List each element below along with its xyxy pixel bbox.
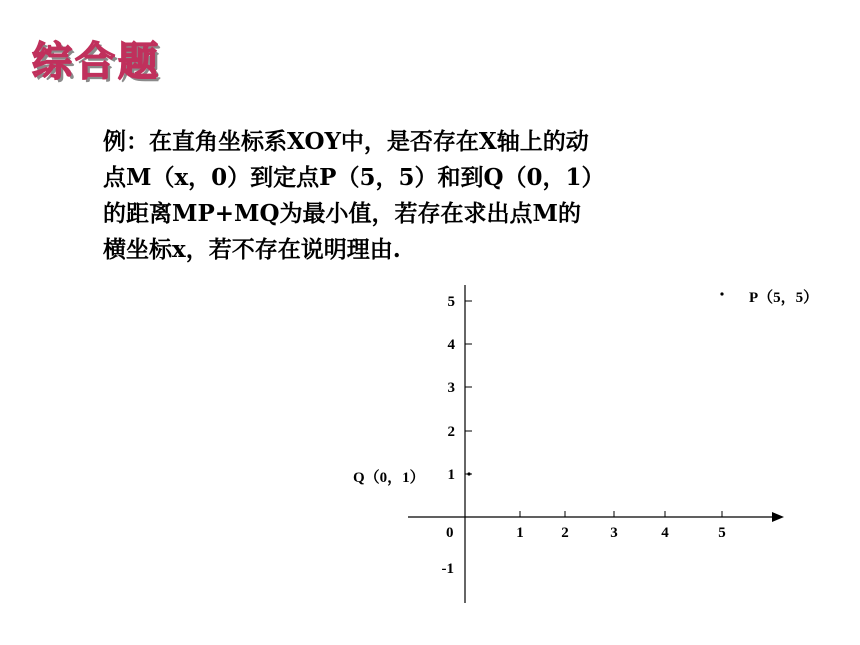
- problem-line: 点M（x，0）到定点P（5，5）和到Q（0，1）: [103, 164, 605, 191]
- x-tick-label: 1: [516, 525, 524, 541]
- origin-label: 0: [446, 525, 454, 541]
- x-tick-label: 5: [718, 525, 726, 541]
- y-tick-label: 5: [447, 294, 455, 310]
- x-axis-arrow: [772, 512, 784, 522]
- y-tick-label: 3: [447, 380, 455, 396]
- problem-line: 横坐标x，若不存在说明理由.: [103, 236, 401, 263]
- x-tick-label: 3: [610, 525, 618, 541]
- y-tick-label: 2: [447, 424, 455, 440]
- y-tick-label: -1: [441, 561, 454, 577]
- y-tick-label: 1: [447, 467, 455, 483]
- x-ticks: [516, 511, 726, 541]
- problem-line: 例：在直角坐标系XOY中，是否存在X轴上的动: [103, 128, 589, 155]
- point-q-label: Q（0，1）: [353, 470, 425, 486]
- point-p: [720, 292, 723, 295]
- slide-title: 综合题: [32, 39, 161, 85]
- y-tick-label: 4: [447, 337, 455, 353]
- points: [353, 288, 818, 487]
- point-p-label: P（5，5）: [749, 290, 819, 306]
- problem-line: 的距离MP+MQ为最小值，若存在求出点M的: [103, 200, 581, 227]
- point-q: [467, 472, 470, 475]
- x-tick-label: 2: [561, 525, 569, 541]
- x-tick-label: 4: [661, 525, 669, 541]
